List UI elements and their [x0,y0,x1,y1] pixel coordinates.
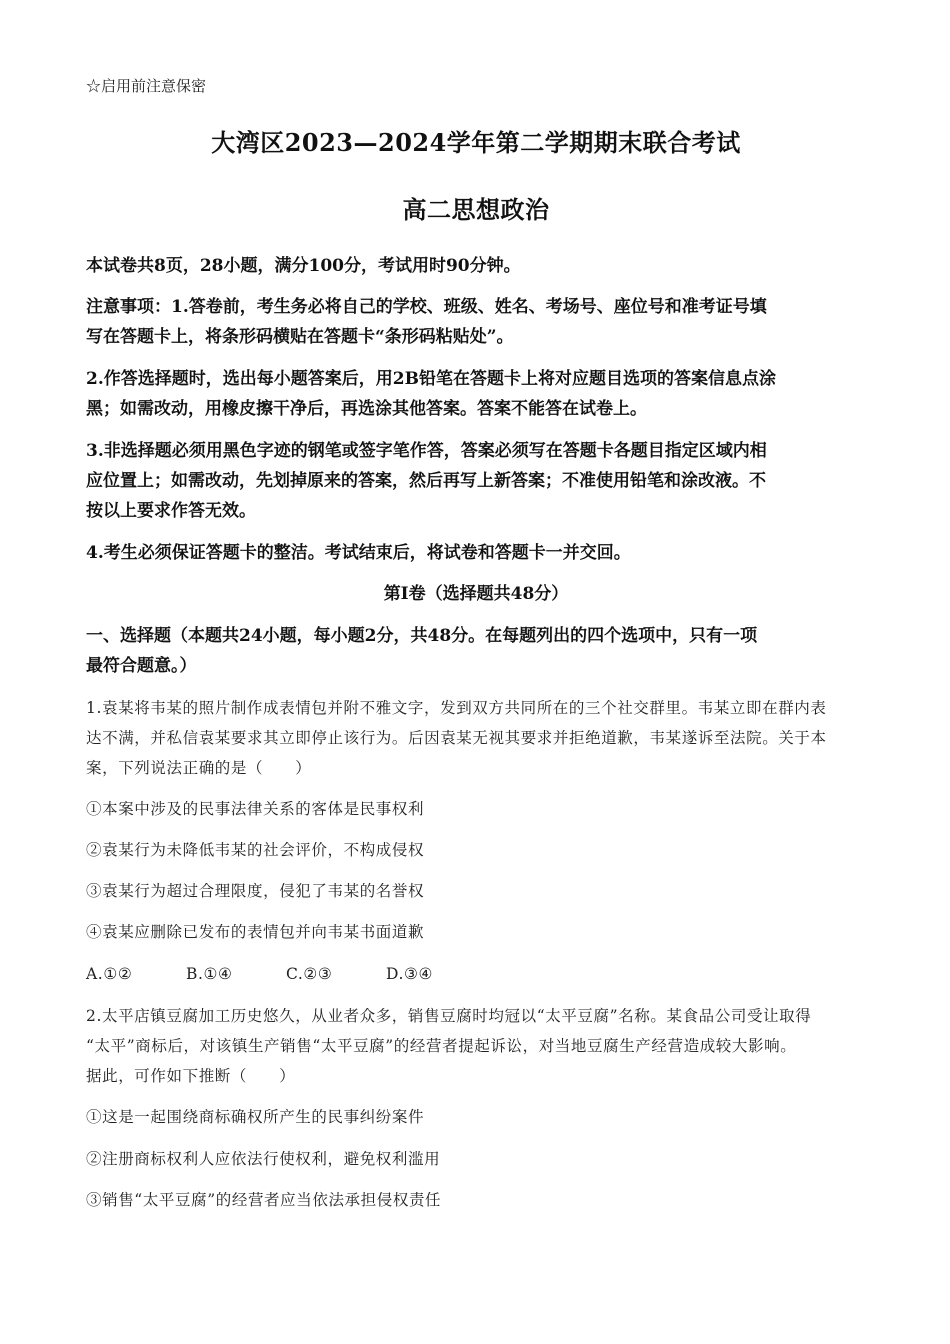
question-1-stem-line-2: 达不满，并私信袁某要求其立即停止该行为。后因袁某无视其要求并拒绝道歉，韦某遂诉至法院。关于本 [86,729,827,747]
exam-summary: 本试卷共8页，28小题，满分100分，考试用时90分钟。 [86,256,521,276]
question-1-item-3: ③袁某行为超过合理限度，侵犯了韦某的名誉权 [86,882,425,900]
instruction-3-line-2: 应位置上；如需改动，先划掉原来的答案，然后再写上新答案；不准使用铅笔和涂改液。不 [86,471,766,491]
question-1-item-4: ④袁某应删除已发布的表情包并向韦某书面道歉 [86,923,425,941]
question-1-item-1: ①本案中涉及的民事法律关系的客体是民事权利 [86,800,425,818]
option-c: C.②③ [286,965,333,983]
subject-title: 高二思想政治 [402,195,550,224]
instruction-3-line-3: 按以上要求作答无效。 [86,501,256,521]
question-2-stem-line-1: 2.太平店镇豆腐加工历史悠久，从业者众多，销售豆腐时均冠以“太平豆腐”名称。某食品公司受让取得 [86,1007,812,1025]
question-1-stem-line-3: 案，下列说法正确的是（ ） [86,759,312,777]
option-a: A.①② [86,965,133,983]
instruction-2-line-2: 黑；如需改动，用橡皮擦干净后，再选涂其他答案。答案不能答在试卷上。 [86,399,647,419]
question-1-stem-line-1: 1.袁某将韦某的照片制作成表情包并附不雅文字，发到双方共同所在的三个社交群里。韦某立即在群内表 [86,699,827,717]
instruction-2-line-1: 2.作答选择题时，选出每小题答案后，用2B铅笔在答题卡上将对应题目选项的答案信息点涂 [86,369,776,389]
option-d: D.③④ [386,965,433,983]
section-heading-line-2: 最符合题意。） [86,656,197,676]
question-2-stem-line-2: “太平”商标后，对该镇生产销售“太平豆腐”的经营者提起诉讼，对当地豆腐生产经营造成较大影响。 [86,1037,797,1055]
question-2-item-3: ③销售“太平豆腐”的经营者应当依法承担侵权责任 [86,1191,442,1209]
exam-title: 大湾区2023—2024学年第二学期期末联合考试 [211,128,741,157]
question-1-item-2: ②袁某行为未降低韦某的社会评价，不构成侵权 [86,841,425,859]
instruction-1-line-2: 写在答题卡上，将条形码横贴在答题卡“条形码粘贴处”。 [86,327,514,347]
question-2-stem-line-3: 据此，可作如下推断（ ） [86,1067,296,1085]
option-b: B.①④ [186,965,233,983]
instruction-3-line-1: 3.非选择题必须用黑色字迹的钢笔或签字笔作答，答案必须写在答题卡各题目指定区域内相 [86,441,767,461]
question-2-item-1: ①这是一起围绕商标确权所产生的民事纠纷案件 [86,1108,425,1126]
question-2-item-2: ②注册商标权利人应依法行使权利，避免权利滥用 [86,1150,441,1168]
instruction-1-line-1: 注意事项：1.答卷前，考生务必将自己的学校、班级、姓名、考场号、座位号和准考证号填 [86,297,767,317]
confidential-notice: ☆启用前注意保密 [86,77,207,95]
question-1-options [86,964,433,984]
section-heading-line-1: 一、选择题（本题共24小题，每小题2分，共48分。在每题列出的四个选项中，只有一项 [86,626,758,646]
instruction-4: 4.考生必须保证答题卡的整洁。考试结束后，将试卷和答题卡一并交回。 [86,543,631,563]
part-title: 第Ⅰ卷（选择题共48分） [383,584,569,604]
